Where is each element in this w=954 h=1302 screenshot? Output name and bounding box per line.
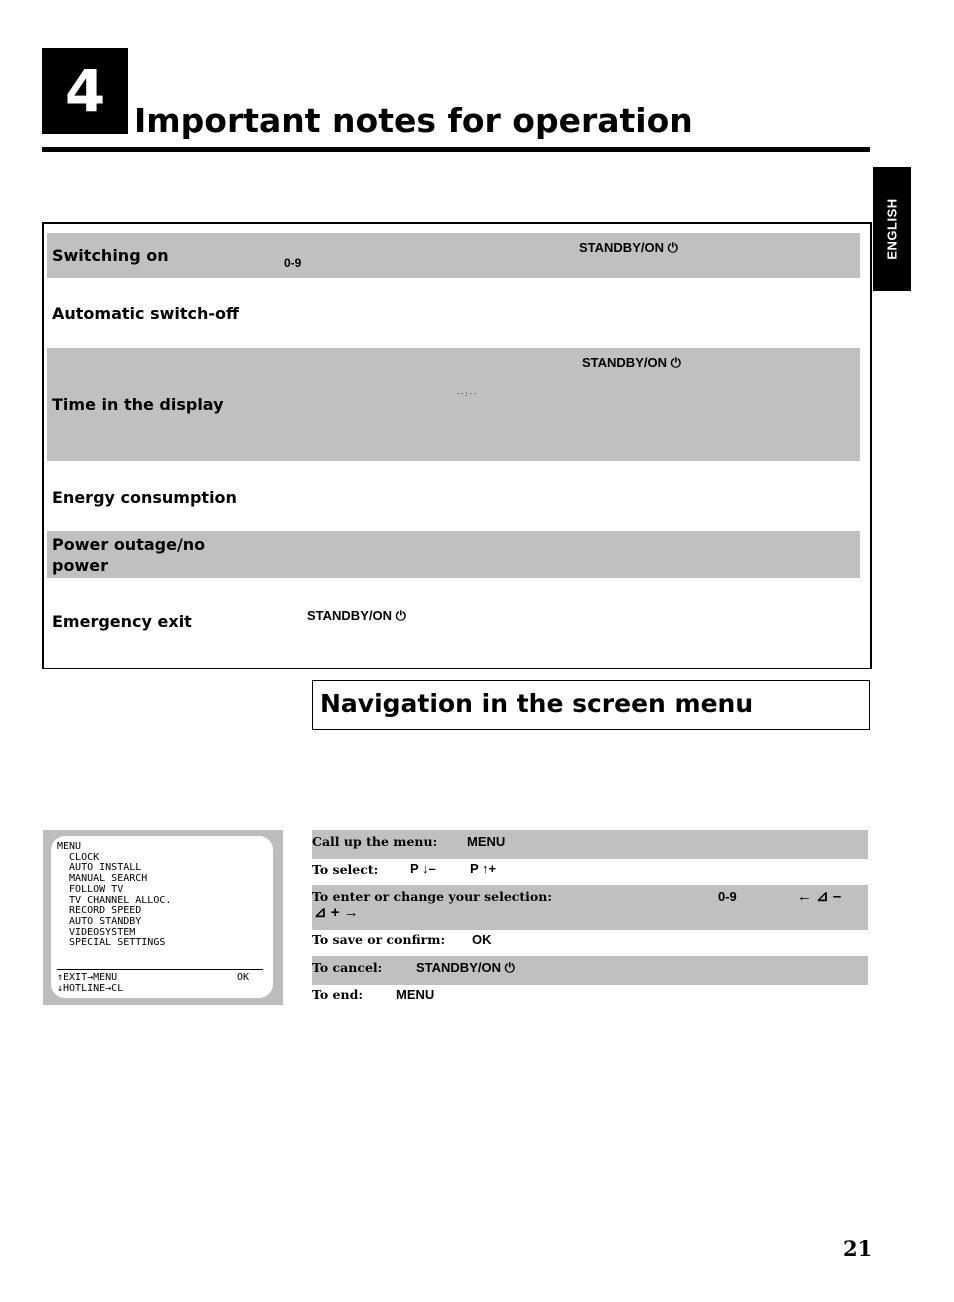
note-row-switching-on — [47, 233, 860, 278]
page-title: Important notes for operation — [134, 101, 693, 140]
step-save-confirm — [312, 930, 868, 956]
menu-footer-divider — [57, 969, 263, 970]
step-cancel — [312, 956, 868, 985]
step-select — [312, 859, 868, 885]
note-row-auto-switch-off — [47, 278, 860, 348]
menu-item: AUTO STANDBY — [57, 915, 142, 927]
menu-item: MENU — [57, 841, 82, 852]
time-placeholder: --:-- — [456, 390, 478, 398]
menu-item: AUTO INSTALL — [57, 862, 142, 874]
menu-footer-hotline: ↓HOTLINE→CL — [57, 983, 124, 994]
note-row-energy — [47, 461, 860, 531]
step-label: To end: — [312, 987, 363, 1002]
standby-key: STANDBY/ON ⏻ — [416, 960, 515, 975]
tv-screen-illustration — [43, 830, 283, 1005]
note-label: Automatic switch-off — [52, 304, 239, 323]
standby-key: STANDBY/ON ⏻ — [307, 608, 406, 623]
language-tab — [873, 167, 911, 291]
note-label: Time in the display — [52, 395, 224, 414]
step-label: Call up the menu: — [312, 834, 438, 849]
key-0-9: 0-9 — [284, 256, 302, 270]
step-label: To cancel: — [312, 960, 383, 975]
left-minus-key: ← ⊿ – — [797, 888, 842, 905]
language-tab-label: ENGLISH — [884, 198, 900, 260]
title-divider — [42, 147, 870, 152]
step-label: To select: — [312, 862, 379, 877]
standby-key: STANDBY/ON ⏻ — [582, 355, 681, 370]
menu-item: SPECIAL SETTINGS — [57, 937, 166, 949]
menu-item: VIDEOSYSTEM — [57, 926, 136, 938]
menu-key: MENU — [396, 987, 435, 1002]
note-row-emergency-exit — [47, 578, 860, 666]
menu-item: MANUAL SEARCH — [57, 873, 148, 885]
note-row-time-display — [47, 348, 860, 461]
p-up-key: P ↑+ — [470, 861, 497, 876]
note-label: Switching on — [52, 246, 169, 265]
step-label: To enter or change your selection: — [312, 889, 552, 904]
note-row-power-outage — [47, 531, 860, 578]
plus-right-key: ⊿ + → — [314, 904, 359, 921]
menu-item: FOLLOW TV — [57, 883, 124, 895]
page-number: 21 — [843, 1236, 873, 1261]
key-0-9: 0-9 — [718, 889, 737, 904]
ok-key: OK — [472, 932, 492, 947]
section-heading: Navigation in the screen menu — [320, 689, 754, 718]
chapter-number: 4 — [42, 48, 128, 134]
step-end — [312, 985, 868, 1009]
menu-item: RECORD SPEED — [57, 905, 142, 917]
step-label: To save or confirm: — [312, 932, 446, 947]
menu-footer-ok: OK — [237, 972, 250, 983]
menu-key: MENU — [467, 834, 506, 849]
tv-screen-display — [51, 836, 273, 998]
menu-list — [57, 842, 171, 949]
note-label: Power outage/no power — [52, 535, 206, 575]
note-label: Emergency exit — [52, 612, 192, 631]
note-label: Energy consumption — [52, 488, 237, 507]
standby-key: STANDBY/ON ⏻ — [579, 240, 678, 255]
step-call-up-menu — [312, 830, 868, 859]
menu-item: TV CHANNEL ALLOC. — [57, 894, 172, 906]
p-down-key: P ↓– — [410, 861, 436, 876]
menu-footer-exit: ↑EXIT→MENU — [57, 972, 118, 983]
step-enter-change — [312, 885, 868, 930]
menu-item: CLOCK — [57, 851, 100, 863]
